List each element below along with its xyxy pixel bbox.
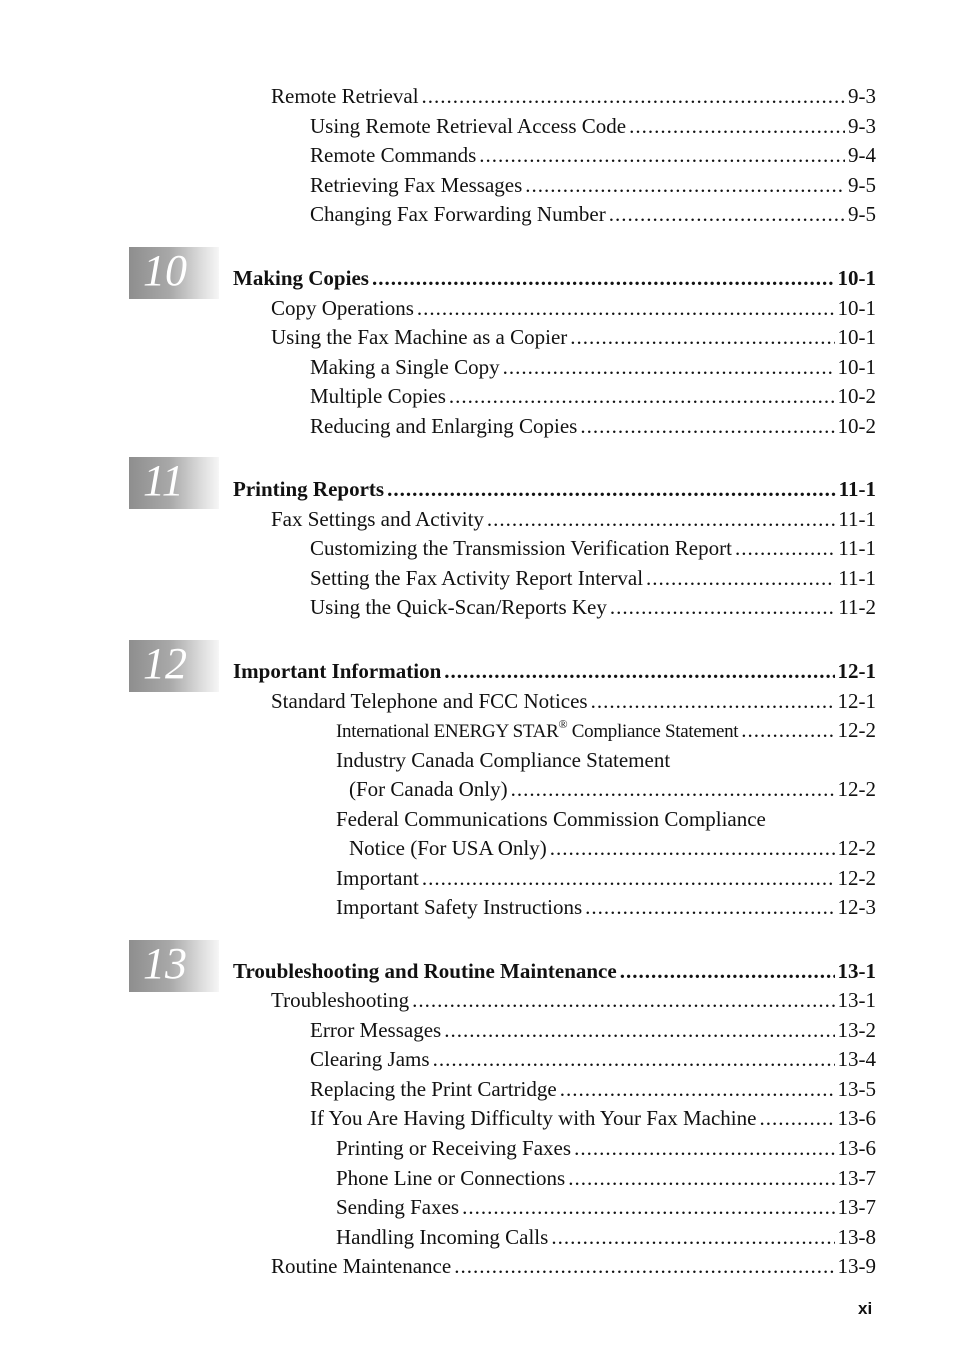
toc-entry-title: Reducing and Enlarging Copies — [310, 414, 578, 438]
chapter-number: 10 — [143, 246, 187, 295]
dot-leader — [449, 383, 835, 409]
toc-entry-title: Replacing the Print Cartridge — [310, 1077, 557, 1101]
toc-page-number: 11-1 — [838, 477, 876, 501]
toc-page-number: 9-3 — [848, 84, 876, 108]
dot-leader — [417, 295, 835, 321]
dot-leader — [568, 1165, 834, 1191]
dot-leader — [387, 476, 836, 502]
toc-entry[interactable] — [336, 894, 876, 920]
dot-leader — [462, 1194, 834, 1220]
toc-page-number: 13-2 — [837, 1018, 876, 1042]
toc-entry-title: Important — [336, 866, 419, 890]
dot-leader — [422, 865, 835, 891]
dot-leader — [741, 717, 834, 743]
toc-entry[interactable] — [310, 113, 876, 139]
dot-leader — [412, 987, 834, 1013]
toc-page-number: 12-2 — [837, 866, 876, 890]
toc-entry-title: Multiple Copies — [310, 384, 446, 408]
toc-page-number: 13-1 — [837, 959, 876, 983]
toc-entry-title: Retrieving Fax Messages — [310, 173, 523, 197]
page-number-footer: xi — [858, 1299, 873, 1318]
toc-entry[interactable] — [310, 1105, 876, 1131]
toc-entry-title: Phone Line or Connections — [336, 1166, 566, 1190]
toc-entry[interactable] — [336, 747, 670, 773]
toc-page-number: 9-5 — [848, 202, 876, 226]
toc-entry[interactable] — [310, 535, 876, 561]
toc-entry-title: Making a Single Copy — [310, 355, 500, 379]
toc-page-number: 11-1 — [838, 507, 876, 531]
toc-entry[interactable] — [271, 506, 876, 532]
toc-page-number: 10-2 — [837, 384, 876, 408]
toc-chapter-entry[interactable] — [233, 958, 876, 984]
toc-page-number: 12-1 — [837, 689, 876, 713]
toc-entry[interactable] — [271, 324, 876, 350]
toc-entry[interactable] — [310, 142, 876, 168]
toc-entry-title: Using the Fax Machine as a Copier — [271, 325, 568, 349]
toc-page-number: 13-5 — [837, 1077, 876, 1101]
toc-chapter-entry[interactable] — [233, 658, 876, 684]
toc-entry-title: Using the Quick-Scan/Reports Key — [310, 595, 607, 619]
dot-leader — [609, 201, 845, 227]
dot-leader — [580, 413, 834, 439]
toc-entry-title: Sending Faxes — [336, 1195, 460, 1219]
toc-entry-title: Changing Fax Forwarding Number — [310, 202, 606, 226]
toc-page-number: 12-3 — [837, 895, 876, 919]
toc-page-number: 13-6 — [837, 1106, 876, 1130]
dot-leader — [560, 1076, 835, 1102]
toc-entry[interactable] — [310, 594, 876, 620]
toc-entry[interactable] — [336, 1135, 876, 1161]
toc-entry-title: Copy Operations — [271, 296, 414, 320]
dot-leader — [444, 1017, 834, 1043]
toc-entry-title: Industry Canada Compliance Statement — [336, 748, 671, 772]
registered-mark: ® — [558, 716, 568, 731]
toc-page-number: 12-2 — [837, 836, 876, 860]
toc-chapter-entry[interactable] — [233, 265, 876, 291]
toc-entry[interactable] — [336, 1224, 876, 1250]
toc-chapter-entry[interactable] — [233, 476, 876, 502]
dot-leader — [372, 265, 835, 291]
chapter-tab-12 — [129, 640, 219, 692]
toc-entry[interactable] — [336, 1194, 876, 1220]
toc-entry-title: Federal Communications Commission Compliance — [336, 807, 766, 831]
dot-leader — [629, 113, 845, 139]
chapter-tab-11 — [129, 457, 219, 509]
toc-page-number: 12-2 — [837, 777, 876, 801]
toc-entry-title: Printing or Receiving Faxes — [336, 1136, 572, 1160]
toc-entry-title: Standard Telephone and FCC Notices — [271, 689, 588, 713]
toc-entry[interactable] — [271, 987, 876, 1013]
dot-leader — [511, 776, 835, 802]
toc-entry-title: Making Copies — [233, 266, 369, 290]
toc-entry-title: Important Information — [233, 659, 442, 683]
toc-page-number: 12-2 — [837, 718, 876, 742]
toc-page-number: 13-7 — [837, 1166, 876, 1190]
toc-entry[interactable] — [310, 172, 876, 198]
toc-entry-title: Important Safety Instructions — [336, 895, 583, 919]
chapter-number: 13 — [143, 939, 187, 988]
toc-entry[interactable] — [310, 1046, 876, 1072]
dot-leader — [479, 142, 845, 168]
toc-entry[interactable] — [336, 865, 876, 891]
toc-page-number: 9-4 — [848, 143, 876, 167]
toc-entry[interactable] — [310, 565, 876, 591]
toc-page-number: 10-1 — [837, 355, 876, 379]
dot-leader — [487, 506, 835, 532]
toc-entry-title: If You Are Having Difficulty with Your Fax Machine — [310, 1106, 757, 1130]
toc-entry[interactable] — [310, 383, 876, 409]
toc-page-number: 9-5 — [848, 173, 876, 197]
toc-entry[interactable] — [336, 717, 876, 745]
toc-entry[interactable] — [271, 83, 876, 109]
dot-leader — [620, 958, 835, 984]
toc-entry-title: Troubleshooting and Routine Maintenance — [233, 959, 617, 983]
toc-entry-title: International ENERGY STAR® Compliance Statement — [336, 716, 739, 742]
toc-entry[interactable] — [271, 295, 876, 321]
dot-leader — [422, 83, 845, 109]
toc-page-number: 10-1 — [837, 296, 876, 320]
toc-entry-title: Notice (For USA Only) — [349, 836, 547, 860]
toc-page-number: 11-1 — [838, 566, 876, 590]
dot-leader — [551, 1224, 834, 1250]
dot-leader — [570, 324, 834, 350]
toc-entry-title: Customizing the Transmission Verification Report — [310, 536, 732, 560]
dot-leader — [454, 1253, 834, 1279]
toc-entry[interactable] — [310, 1076, 876, 1102]
toc-entry[interactable] — [310, 1017, 876, 1043]
toc-entry-title: Fax Settings and Activity — [271, 507, 484, 531]
toc-entry[interactable] — [310, 413, 876, 439]
toc-entry-title: Setting the Fax Activity Report Interval — [310, 566, 644, 590]
toc-page-number: 13-9 — [837, 1254, 876, 1278]
dot-leader — [735, 535, 835, 561]
toc-entry-title: Error Messages — [310, 1018, 442, 1042]
toc-entry[interactable] — [271, 1253, 876, 1279]
toc-entry-title: Remote Retrieval — [271, 84, 419, 108]
dot-leader — [525, 172, 845, 198]
toc-page-number: 12-1 — [837, 659, 876, 683]
dot-leader — [585, 894, 834, 920]
toc-entry[interactable] — [336, 806, 766, 832]
toc-entry-title: Handling Incoming Calls — [336, 1225, 549, 1249]
dot-leader — [503, 354, 835, 380]
toc-entry-title: Routine Maintenance — [271, 1254, 452, 1278]
dot-leader — [591, 688, 835, 714]
toc-page-number: 10-2 — [837, 414, 876, 438]
toc-page-number: 13-8 — [837, 1225, 876, 1249]
dot-leader — [444, 658, 834, 684]
toc-entry-title: Clearing Jams — [310, 1047, 430, 1071]
chapter-tab-13 — [129, 940, 219, 992]
toc-entry[interactable] — [310, 201, 876, 227]
toc-page-number: 11-1 — [838, 536, 876, 560]
toc-page-number: 13-4 — [837, 1047, 876, 1071]
dot-leader — [433, 1046, 835, 1072]
toc-page-number: 13-7 — [837, 1195, 876, 1219]
toc-entry-title: Printing Reports — [233, 477, 385, 501]
toc-entry-title: Troubleshooting — [271, 988, 410, 1012]
toc-page-number: 9-3 — [848, 114, 876, 138]
toc-entry[interactable] — [349, 776, 876, 802]
toc-page-number: 10-1 — [837, 325, 876, 349]
toc-page-number: 13-1 — [837, 988, 876, 1012]
chapter-number: 11 — [143, 456, 184, 505]
toc-entry[interactable] — [271, 688, 876, 714]
toc-entry-title: (For Canada Only) — [349, 777, 508, 801]
dot-leader — [646, 565, 835, 591]
dot-leader — [550, 835, 835, 861]
toc-page-number: 13-6 — [837, 1136, 876, 1160]
dot-leader — [759, 1105, 834, 1131]
toc-entry[interactable] — [349, 835, 876, 861]
toc-entry-title: Using Remote Retrieval Access Code — [310, 114, 627, 138]
toc-page-number: 10-1 — [837, 266, 876, 290]
toc-entry[interactable] — [336, 1165, 876, 1191]
chapter-tab-10 — [129, 247, 219, 299]
toc-entry-title: Remote Commands — [310, 143, 477, 167]
chapter-number: 12 — [143, 639, 187, 688]
toc-entry[interactable] — [310, 354, 876, 380]
toc-page-number: 11-2 — [838, 595, 876, 619]
dot-leader — [610, 594, 835, 620]
dot-leader — [574, 1135, 834, 1161]
